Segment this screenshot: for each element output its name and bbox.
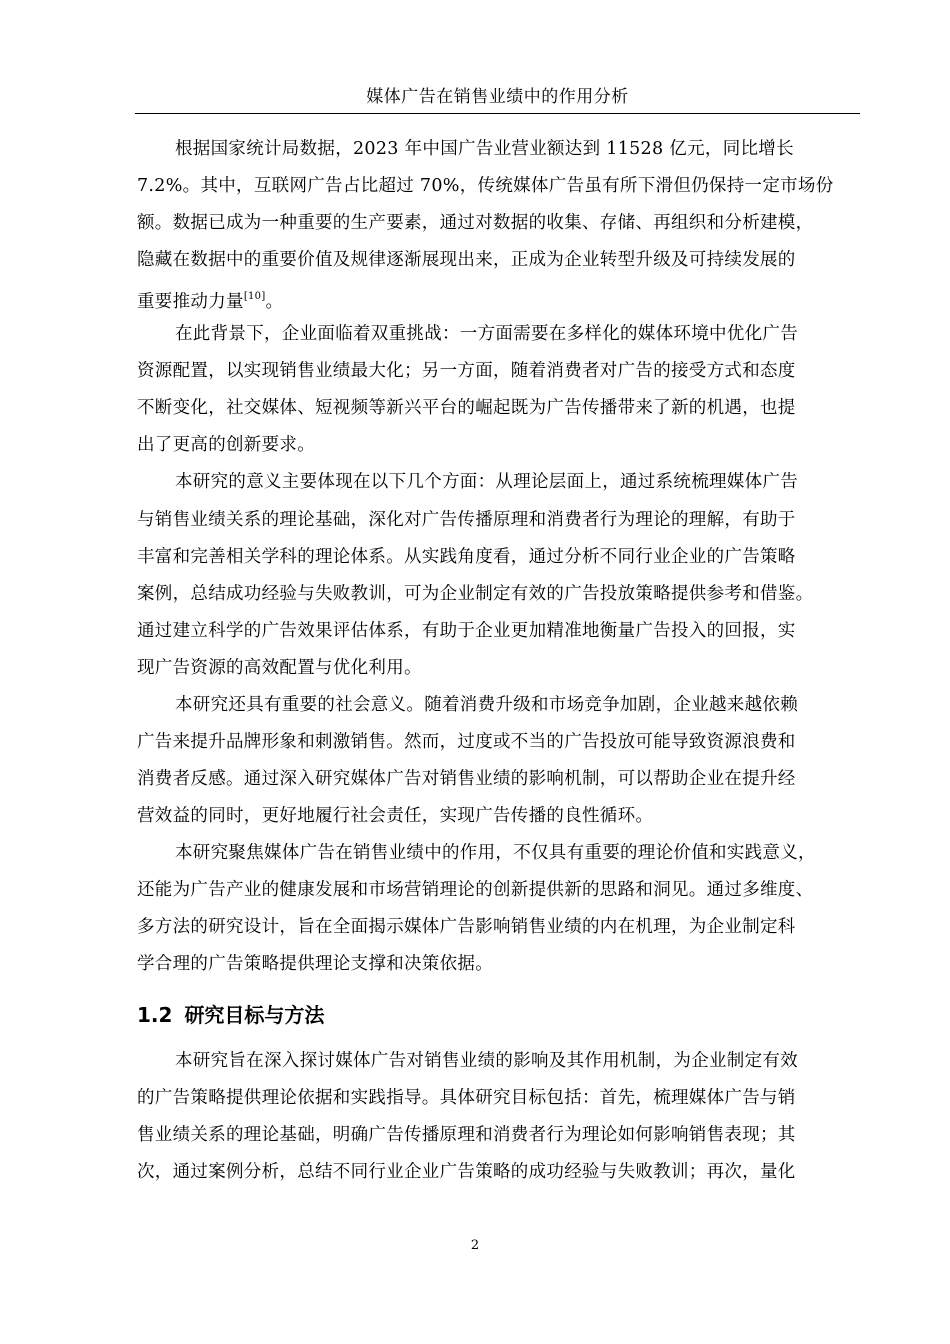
body-line: 本研究旨在深入探讨媒体广告对销售业绩的影响及其作用机制，为企业制定有效	[175, 1051, 798, 1071]
body-line: 消费者反感。通过深入研究媒体广告对销售业绩的影响机制，可以帮助企业在提升经	[137, 769, 796, 789]
body-line-tail: 。	[265, 292, 284, 312]
body-line: 丰富和完善相关学科的理论体系。从实践角度看，通过分析不同行业企业的广告策略	[137, 547, 796, 567]
section-number: 1.2	[137, 1003, 173, 1027]
body-line: 与销售业绩关系的理论基础，深化对广告传播原理和消费者行为理论的理解，有助于	[137, 510, 796, 530]
body-line: 在此背景下，企业面临着双重挑战：一方面需要在多样化的媒体环境中优化广告	[175, 324, 798, 344]
body-line: 次，通过案例分析，总结不同行业企业广告策略的成功经验与失败教训；再次，量化	[137, 1162, 796, 1182]
body-line: 额。数据已成为一种重要的生产要素，通过对数据的收集、存储、再组织和分析建模，	[137, 213, 814, 233]
body-line: 本研究聚焦媒体广告在销售业绩中的作用，不仅具有重要的理论价值和实践意义，	[175, 843, 816, 863]
body-line: 学合理的广告策略提供理论支撑和决策依据。	[137, 954, 493, 974]
body-line: 本研究还具有重要的社会意义。随着消费升级和市场竞争加剧，企业越来越依赖	[175, 695, 798, 715]
body-line: 现广告资源的高效配置与优化利用。	[137, 658, 422, 678]
body-line: 还能为广告产业的健康发展和市场营销理论的创新提供新的思路和洞见。通过多维度、	[137, 880, 814, 900]
running-header: 媒体广告在销售业绩中的作用分析	[366, 87, 629, 107]
body-line: 资源配置，以实现销售业绩最大化；另一方面，随着消费者对广告的接受方式和态度	[137, 361, 796, 381]
body-line: 多方法的研究设计，旨在全面揭示媒体广告影响销售业绩的内在机理，为企业制定科	[137, 917, 796, 937]
header-rule	[135, 113, 860, 114]
body-line-text: 重要推动力量	[137, 292, 244, 312]
body-line: 的广告策略提供理论依据和实践指导。具体研究目标包括：首先，梳理媒体广告与销	[137, 1088, 796, 1108]
body-line: 营效益的同时，更好地履行社会责任，实现广告传播的良性循环。	[137, 806, 654, 826]
section-title: 研究目标与方法	[184, 1003, 325, 1027]
body-line: 不断变化，社交媒体、短视频等新兴平台的崛起既为广告传播带来了新的机遇，也提	[137, 398, 796, 418]
body-line: 隐藏在数据中的重要价值及规律逐渐展现出来，正成为企业转型升级及可持续发展的	[137, 250, 796, 270]
page-number: 2	[470, 1238, 480, 1253]
body-line: 本研究的意义主要体现在以下几个方面：从理论层面上，通过系统梳理媒体广告	[175, 472, 798, 492]
body-line: 7.2%。其中，互联网广告占比超过 70%，传统媒体广告虽有所下滑但仍保持一定市场份	[137, 176, 834, 196]
body-line: 案例，总结成功经验与失败教训，可为企业制定有效的广告投放策略提供参考和借鉴。	[137, 584, 814, 604]
body-line: 通过建立科学的广告效果评估体系，有助于企业更加精准地衡量广告投入的回报，实	[137, 621, 796, 641]
body-line-with-citation	[137, 285, 283, 314]
body-line: 广告来提升品牌形象和刺激销售。然而，过度或不当的广告投放可能导致资源浪费和	[137, 732, 796, 752]
body-line: 出了更高的创新要求。	[137, 435, 315, 455]
citation-ref: [10]	[243, 291, 266, 302]
body-line: 售业绩关系的理论基础，明确广告传播原理和消费者行为理论如何影响销售表现；其	[137, 1125, 796, 1145]
body-line: 根据国家统计局数据，2023 年中国广告业营业额达到 11528 亿元，同比增长	[175, 139, 794, 159]
section-heading	[137, 1002, 324, 1028]
